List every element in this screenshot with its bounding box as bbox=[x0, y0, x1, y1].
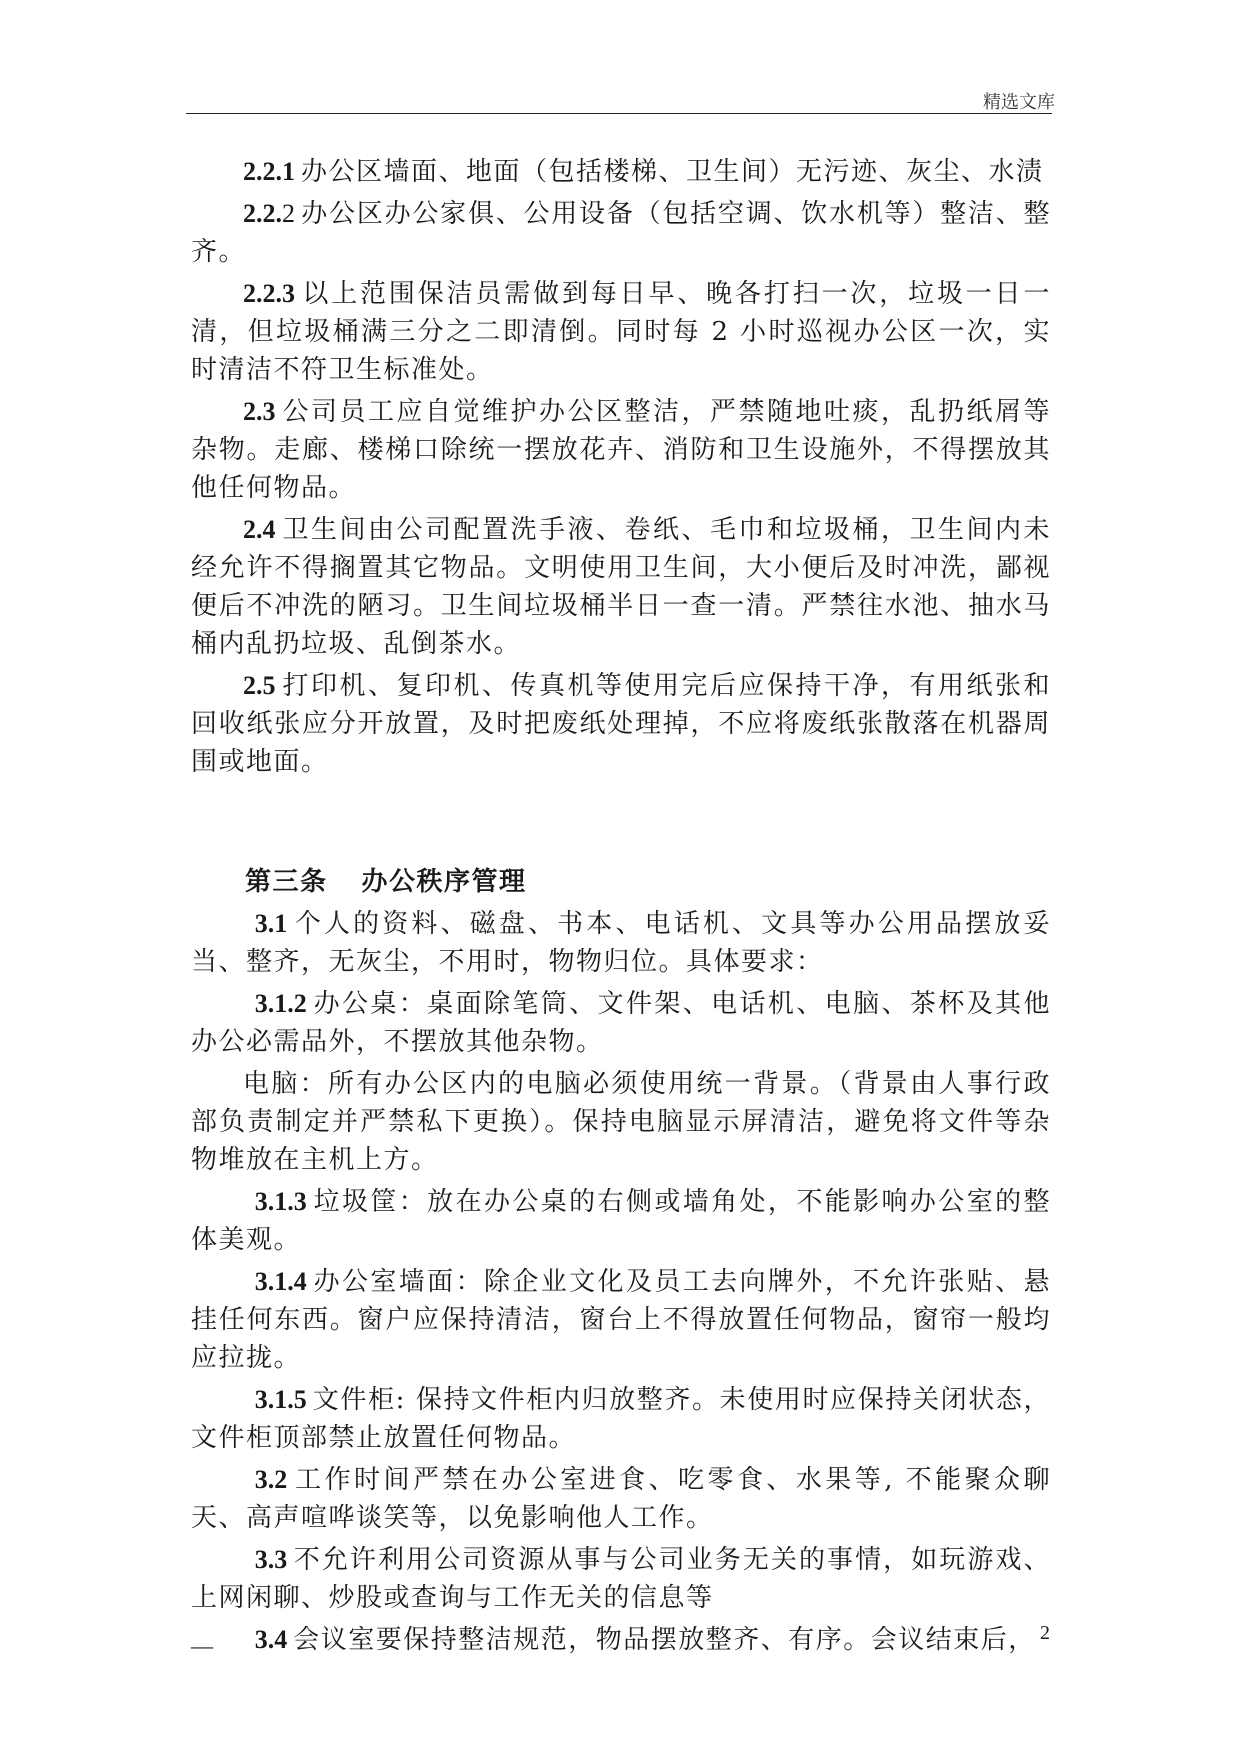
paragraph-2-2-1 bbox=[191, 153, 1051, 191]
paragraph-2-5 bbox=[191, 667, 1051, 781]
footer-dash: — bbox=[191, 1633, 213, 1658]
paragraph-text: 办公区墙面、地面（包括楼梯、卫生间）无污迹、灰尘、水渍 bbox=[301, 157, 1044, 187]
clause-number: 3.1 bbox=[254, 909, 288, 938]
paragraph-text: 个人的资料、磁盘、书本、电话机、文具等办公用品摆放妥当、整齐，无灰尘，不用时，物物归位。具体要求： bbox=[191, 909, 1051, 977]
clause-number: 3.4 bbox=[254, 1625, 288, 1654]
section-title bbox=[191, 863, 1051, 901]
clause-number: 3.1.5 bbox=[254, 1385, 307, 1414]
paragraph-2-2-3 bbox=[191, 275, 1051, 389]
paragraph-computer bbox=[191, 1065, 1051, 1179]
paragraph-3-4 bbox=[191, 1621, 1051, 1659]
paragraph-text: 电脑：所有办公区内的电脑必须使用统一背景。（背景由人事行政部负责制定并严禁私下更换）。保持电脑显示屏清洁，避免将文件等杂物堆放在主机上方。 bbox=[191, 1069, 1051, 1175]
clause-number: 2.2.1 bbox=[243, 157, 295, 186]
paragraph-text: 公司员工应自觉维护办公区整洁，严禁随地吐痰，乱扔纸屑等杂物。走廊、楼梯口除统一摆放花卉、消防和卫生设施外，不得摆放其他任何物品。 bbox=[191, 397, 1051, 503]
document-body bbox=[191, 153, 1051, 1663]
paragraph-text: 垃圾筐：放在办公桌的右侧或墙角处，不能影响办公室的整体美观。 bbox=[191, 1187, 1051, 1255]
paragraph-3-3 bbox=[191, 1541, 1051, 1617]
clause-number-suffix: 2 bbox=[282, 199, 295, 228]
header-rule bbox=[186, 113, 1052, 114]
clause-number: 2.3 bbox=[243, 397, 276, 426]
paragraph-3-2 bbox=[191, 1461, 1051, 1537]
paragraph-2-2-2 bbox=[191, 195, 1051, 271]
clause-number: 3.3 bbox=[254, 1545, 288, 1574]
clause-number: 2.4 bbox=[243, 515, 276, 544]
paragraph-text: 工作时间严禁在办公室进食、吃零食、水果等, 不能聚众聊天、高声喧哗谈笑等，以免影响他人工作。 bbox=[191, 1465, 1051, 1533]
clause-number: 3.1.4 bbox=[254, 1267, 307, 1296]
paragraph-text: 办公区办公家俱、公用设备（包括空调、饮水机等）整洁、整齐。 bbox=[191, 199, 1051, 267]
section-name: 办公秩序管理 bbox=[361, 867, 527, 897]
paragraph-2-3 bbox=[191, 393, 1051, 507]
paragraph-text: 文件柜: 保持文件柜内归放整齐。未使用时应保持关闭状态，文件柜顶部禁止放置任何物品。 bbox=[191, 1385, 1051, 1453]
clause-number: 2.5 bbox=[243, 671, 276, 700]
page-number: 2 bbox=[1040, 1622, 1050, 1644]
paragraph-text: 不允许利用公司资源从事与公司业务无关的事情，如玩游戏、上网闲聊、炒股或查询与工作无关的信息等 bbox=[191, 1545, 1051, 1613]
clause-number: 3.1.3 bbox=[254, 1187, 307, 1216]
paragraph-3-1 bbox=[191, 905, 1051, 981]
paragraph-3-1-4 bbox=[191, 1263, 1051, 1377]
paragraph-3-1-3 bbox=[191, 1183, 1051, 1259]
paragraph-text: 办公桌：桌面除笔筒、文件架、电话机、电脑、茶杯及其他办公必需品外，不摆放其他杂物。 bbox=[191, 989, 1051, 1057]
paragraph-2-4 bbox=[191, 511, 1051, 663]
paragraph-text: 以上范围保洁员需做到每日早、晚各打扫一次，垃圾一日一清，但垃圾桶满三分之二即清倒。同时每 2 小时巡视办公区一次，实时清洁不符卫生标准处。 bbox=[191, 279, 1051, 385]
header-label: 精选文库 bbox=[983, 92, 1055, 113]
paragraph-text: 办公室墙面：除企业文化及员工去向牌外，不允许张贴、悬挂任何东西。窗户应保持清洁，窗台上不得放置任何物品，窗帘一般均应拉拢。 bbox=[191, 1267, 1051, 1373]
paragraph-3-1-2 bbox=[191, 985, 1051, 1061]
paragraph-3-1-5 bbox=[191, 1381, 1051, 1457]
clause-number: 2.2.3 bbox=[243, 279, 295, 308]
clause-number: 3.2 bbox=[254, 1465, 288, 1494]
paragraph-text: 打印机、复印机、传真机等使用完后应保持干净，有用纸张和回收纸张应分开放置，及时把废纸处理掉，不应将废纸张散落在机器周围或地面。 bbox=[191, 671, 1051, 777]
paragraph-text: 卫生间由公司配置洗手液、卷纸、毛巾和垃圾桶，卫生间内未经允许不得搁置其它物品。文明使用卫生间，大小便后及时冲洗，鄙视便后不冲洗的陋习。卫生间垃圾桶半日一查一清。严禁往水池、抽水马桶内乱扔垃圾、乱倒茶水。 bbox=[191, 515, 1051, 659]
paragraph-text: 会议室要保持整洁规范，物品摆放整齐、有序。会议结束后， bbox=[293, 1625, 1036, 1655]
clause-number: 2.2. bbox=[243, 199, 282, 228]
section-article: 第三条 bbox=[245, 867, 328, 897]
clause-number: 3.1.2 bbox=[254, 989, 307, 1018]
